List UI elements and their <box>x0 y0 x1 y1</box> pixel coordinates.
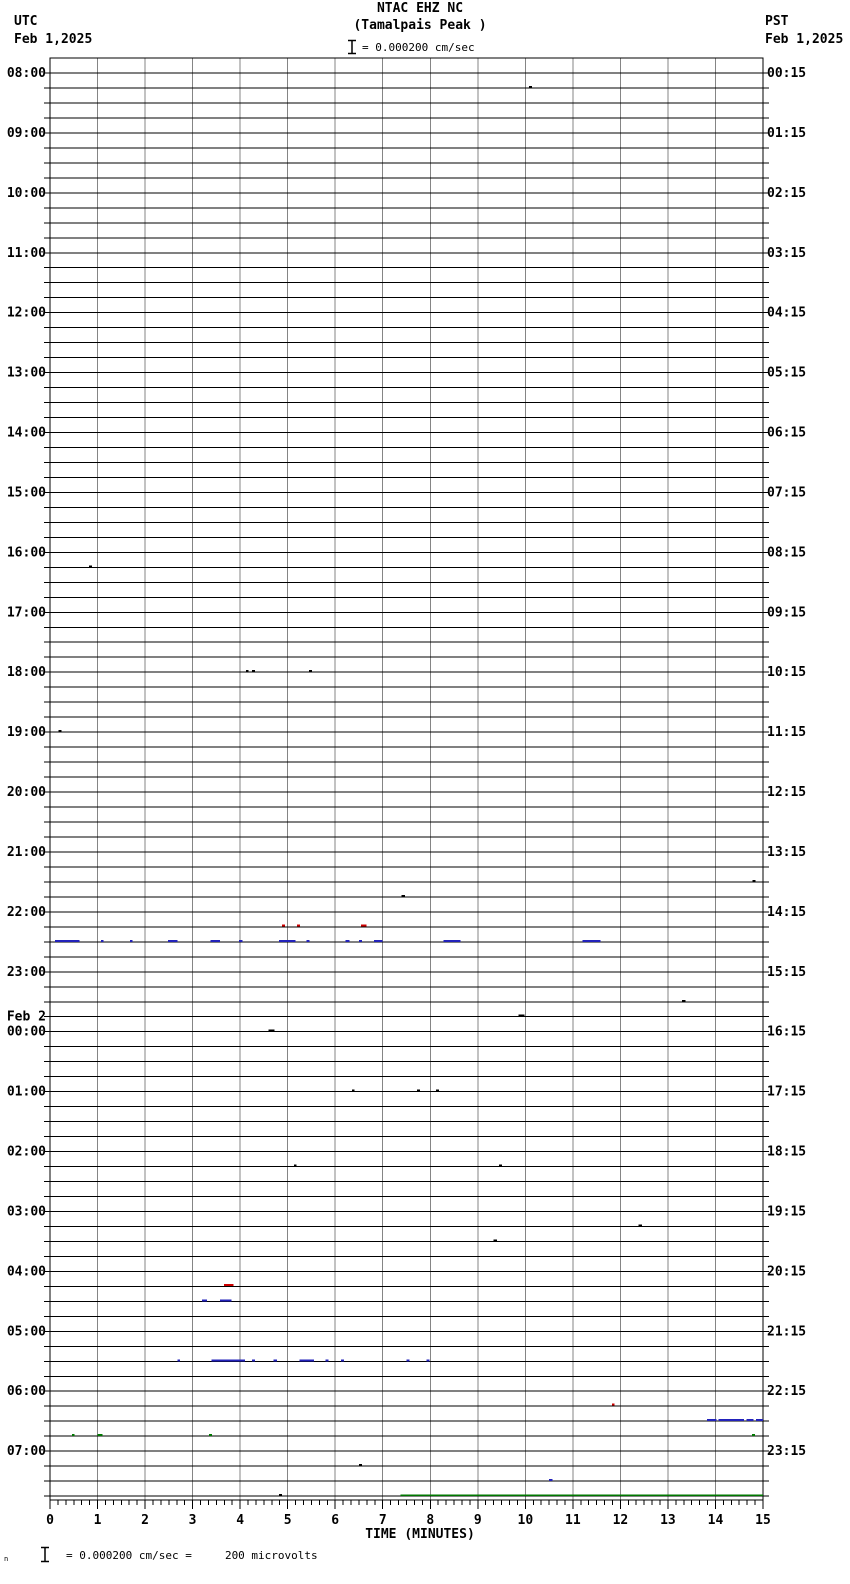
hour-label-right: 04:15 <box>767 305 807 321</box>
hour-label-left: 08:00 <box>6 66 46 81</box>
x-tick-label: 0 <box>46 1513 54 1528</box>
hour-label-right: 12:15 <box>767 785 807 801</box>
hour-label-right: 17:15 <box>767 1084 807 1100</box>
hour-label-left: 18:00 <box>6 665 46 681</box>
x-tick-label: 4 <box>236 1513 245 1528</box>
x-tick-label: 7 <box>378 1513 387 1528</box>
hour-label-left: 09:00 <box>6 125 46 141</box>
utc-date: Feb 1,2025 <box>14 32 93 47</box>
hour-label-left: 11:00 <box>6 245 46 261</box>
hour-label-left: 06:00 <box>6 1384 46 1400</box>
hour-label-right: 23:15 <box>767 1444 807 1460</box>
x-tick-label: 8 <box>426 1513 435 1528</box>
hour-label-left: 22:00 <box>6 904 46 920</box>
x-tick-label: 10 <box>517 1513 534 1528</box>
x-tick-label: 5 <box>283 1513 292 1528</box>
hour-label-right: 07:15 <box>767 485 807 501</box>
hour-label-left: 14:00 <box>6 425 46 441</box>
hour-label-right: 00:15 <box>767 66 807 81</box>
pst-label: PST <box>765 14 789 29</box>
hour-label-left: 19:00 <box>6 725 46 741</box>
hour-label-right: 18:15 <box>767 1144 807 1160</box>
hour-label-right: 08:15 <box>767 545 807 561</box>
date-change-label: Feb 2 <box>6 1009 46 1025</box>
hour-label-right: 19:15 <box>767 1204 807 1220</box>
hour-label-left: 15:00 <box>6 485 46 501</box>
hour-label-right: 13:15 <box>767 844 807 860</box>
hour-label-right: 01:15 <box>767 125 807 141</box>
hour-label-left: 02:00 <box>6 1144 46 1160</box>
legend-prefix-glyph: n <box>4 1555 9 1563</box>
hour-label-left: 00:00 <box>6 1024 46 1040</box>
hour-label-right: 14:15 <box>767 904 807 920</box>
hour-label-right: 02:15 <box>767 185 807 201</box>
hour-label-left: 10:00 <box>6 185 46 201</box>
hour-label-right: 09:15 <box>767 605 807 621</box>
pst-date: Feb 1,2025 <box>765 32 844 47</box>
hour-label-left: 03:00 <box>6 1204 46 1220</box>
x-tick-label: 11 <box>565 1513 581 1528</box>
hour-label-left: 16:00 <box>6 545 46 561</box>
hour-label-right: 06:15 <box>767 425 807 441</box>
hour-label-right: 22:15 <box>767 1384 807 1400</box>
hour-label-left: 04:00 <box>6 1264 46 1280</box>
station-location: (Tamalpais Peak ) <box>353 18 487 33</box>
hour-label-left: 20:00 <box>6 785 46 801</box>
legend-text: = 0.000200 cm/sec = 200 microvolts <box>66 1549 318 1562</box>
hour-label-right: 05:15 <box>767 365 807 381</box>
x-tick-label: 6 <box>331 1513 340 1528</box>
hour-label-right: 15:15 <box>767 964 807 980</box>
x-tick-label: 15 <box>755 1513 771 1528</box>
hour-label-left: 07:00 <box>6 1444 46 1460</box>
hour-label-right: 20:15 <box>767 1264 807 1280</box>
hour-label-right: 21:15 <box>767 1324 807 1340</box>
x-tick-label: 13 <box>660 1513 676 1528</box>
hour-label-left: 23:00 <box>6 964 46 980</box>
x-tick-label: 2 <box>141 1513 149 1528</box>
hour-label-left: 21:00 <box>6 844 46 860</box>
hour-label-right: 03:15 <box>767 245 807 261</box>
hour-label-right: 16:15 <box>767 1024 807 1040</box>
x-tick-label: 12 <box>612 1513 629 1528</box>
hour-label-right: 11:15 <box>767 725 807 741</box>
x-tick-label: 3 <box>188 1513 197 1528</box>
scale-text: = 0.000200 cm/sec <box>362 41 475 54</box>
station-title: NTAC EHZ NC <box>376 1 464 16</box>
hour-label-left: 12:00 <box>6 305 46 321</box>
hour-label-left: 17:00 <box>6 605 46 621</box>
plot-frame <box>50 58 763 1500</box>
xaxis-title: TIME (MINUTES) <box>365 1527 475 1542</box>
utc-label: UTC <box>14 14 38 29</box>
x-tick-label: 1 <box>93 1513 102 1528</box>
hour-label-left: 01:00 <box>6 1084 46 1100</box>
legend-ibeam-icon <box>40 1546 50 1563</box>
x-tick-label: 9 <box>473 1513 482 1528</box>
hour-label-left: 13:00 <box>6 365 46 381</box>
x-tick-label: 14 <box>707 1513 724 1528</box>
hour-label-left: 05:00 <box>6 1324 46 1340</box>
hour-label-right: 10:15 <box>767 665 807 681</box>
